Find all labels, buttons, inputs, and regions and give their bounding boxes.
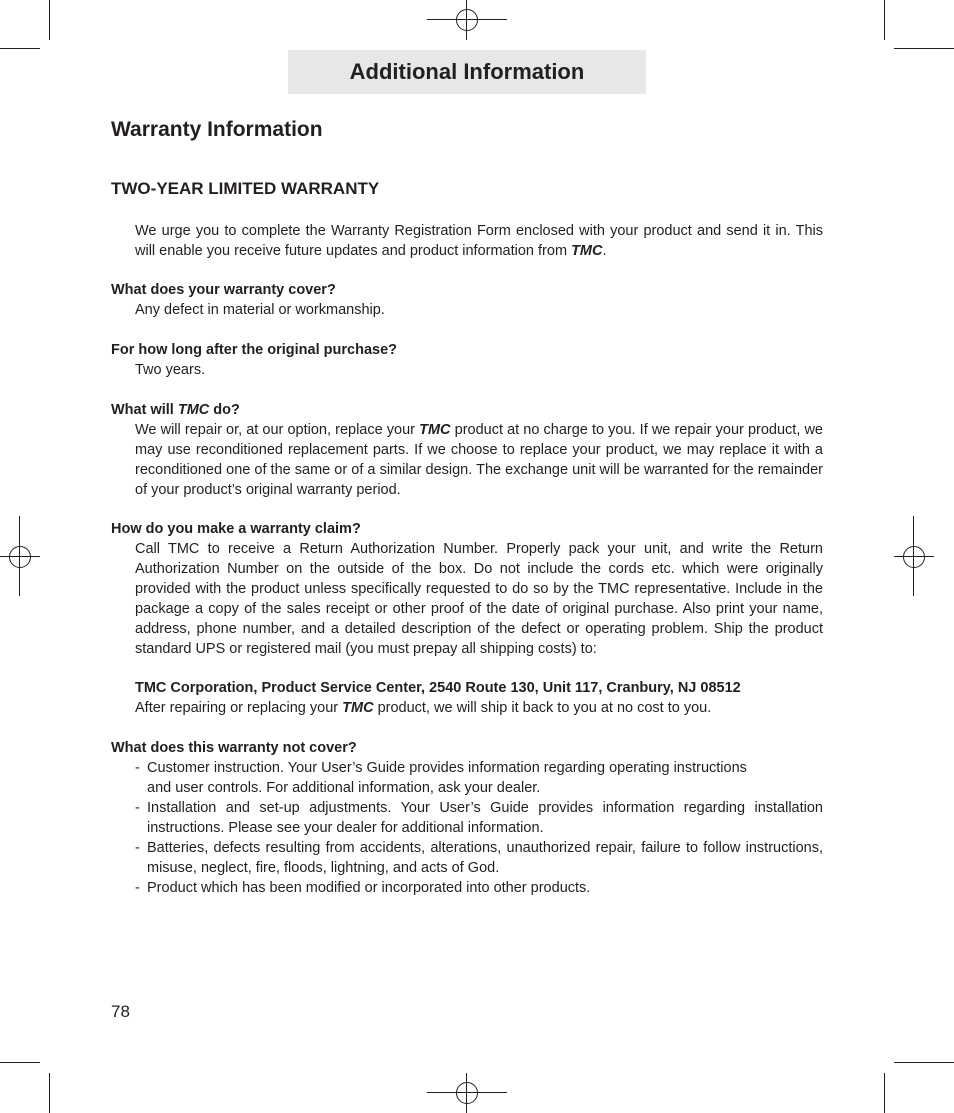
crop-mark xyxy=(49,0,50,40)
page-header xyxy=(288,50,646,94)
return-statement: After repairing or replacing your TMC product, we will ship it back to you at no cost to you. xyxy=(135,700,712,716)
crop-mark xyxy=(894,48,954,49)
crop-mark xyxy=(49,1073,50,1113)
crop-mark xyxy=(0,1062,40,1063)
registration-circle xyxy=(903,546,925,568)
question-what-will-tmc-do: What will TMC do? xyxy=(111,402,240,418)
question-coverage: What does your warranty cover? xyxy=(111,282,336,298)
crop-mark xyxy=(884,1073,885,1113)
answer-coverage: Any defect in material or workmanship. xyxy=(135,302,385,318)
brand-name: TMC xyxy=(571,243,603,259)
intro-paragraph: We urge you to complete the Warranty Registration Form enclosed with your product and send it in. This will enable you receive future updates and product information from TMC. xyxy=(135,223,823,259)
brand-name: TMC xyxy=(419,422,451,438)
brand-name: TMC xyxy=(342,700,374,716)
crop-mark xyxy=(0,48,40,49)
crop-mark xyxy=(884,0,885,40)
question-duration: For how long after the original purchase? xyxy=(111,342,397,358)
page-header-title: Additional Information xyxy=(349,59,585,84)
question-not-covered: What does this warranty not cover? xyxy=(111,740,357,756)
service-center-address: TMC Corporation, Product Service Center, 2540 Route 130, Unit 117, Cranbury, NJ 08512 xyxy=(135,680,741,696)
page-number: 78 xyxy=(111,1002,130,1021)
brand-name: TMC xyxy=(177,402,210,418)
list-item: - Installation and set-up adjustments. Your User’s Guide provides information regarding installation instructions. Please see your dealer for additional information. xyxy=(135,800,823,836)
answer-what-will-tmc-do: We will repair or, at our option, replace your TMC product at no charge to you. If we repair your product, we may use reconditioned replacement parts. If we choose to replace your product, we may replace it with a reconditioned one of the same or of a similar design. The exchange unit will be warranted for the remainder of your product’s original warranty period. xyxy=(135,422,823,498)
list-item: - Batteries, defects resulting from accidents, alterations, unauthorized repair, failure to follow instructions, misuse, neglect, fire, floods, lightning, and acts of God. xyxy=(135,840,823,876)
list-item: - Product which has been modified or incorporated into other products. xyxy=(135,880,591,896)
crop-mark xyxy=(894,1062,954,1063)
list-item: - Customer instruction. Your User’s Guide provides information regarding operating instructions and user controls. For additional information, ask your dealer. xyxy=(135,760,747,796)
warranty-heading: TWO-YEAR LIMITED WARRANTY xyxy=(111,179,380,198)
registration-circle xyxy=(9,546,31,568)
section-title: Warranty Information xyxy=(111,118,323,141)
question-warranty-claim: How do you make a warranty claim? xyxy=(111,521,361,537)
registration-circle xyxy=(456,1082,478,1104)
not-covered-list xyxy=(135,758,823,898)
registration-circle xyxy=(456,9,478,31)
answer-duration: Two years. xyxy=(135,362,206,378)
answer-warranty-claim: Call TMC to receive a Return Authorization Number. Properly pack your unit, and write the Return Authorization Number on the outside of the box. Do not include the cords etc. which were originally provided with the product unless specifically requested to do so by the TMC representative. Include in the package a copy of the sales receipt or other proof of the date of original purchase. Also print your name, address, phone number, and a detailed description of the defect or operating problem. Ship the product standard UPS or registered mail (you must prepay all shipping costs) to: xyxy=(135,541,823,657)
